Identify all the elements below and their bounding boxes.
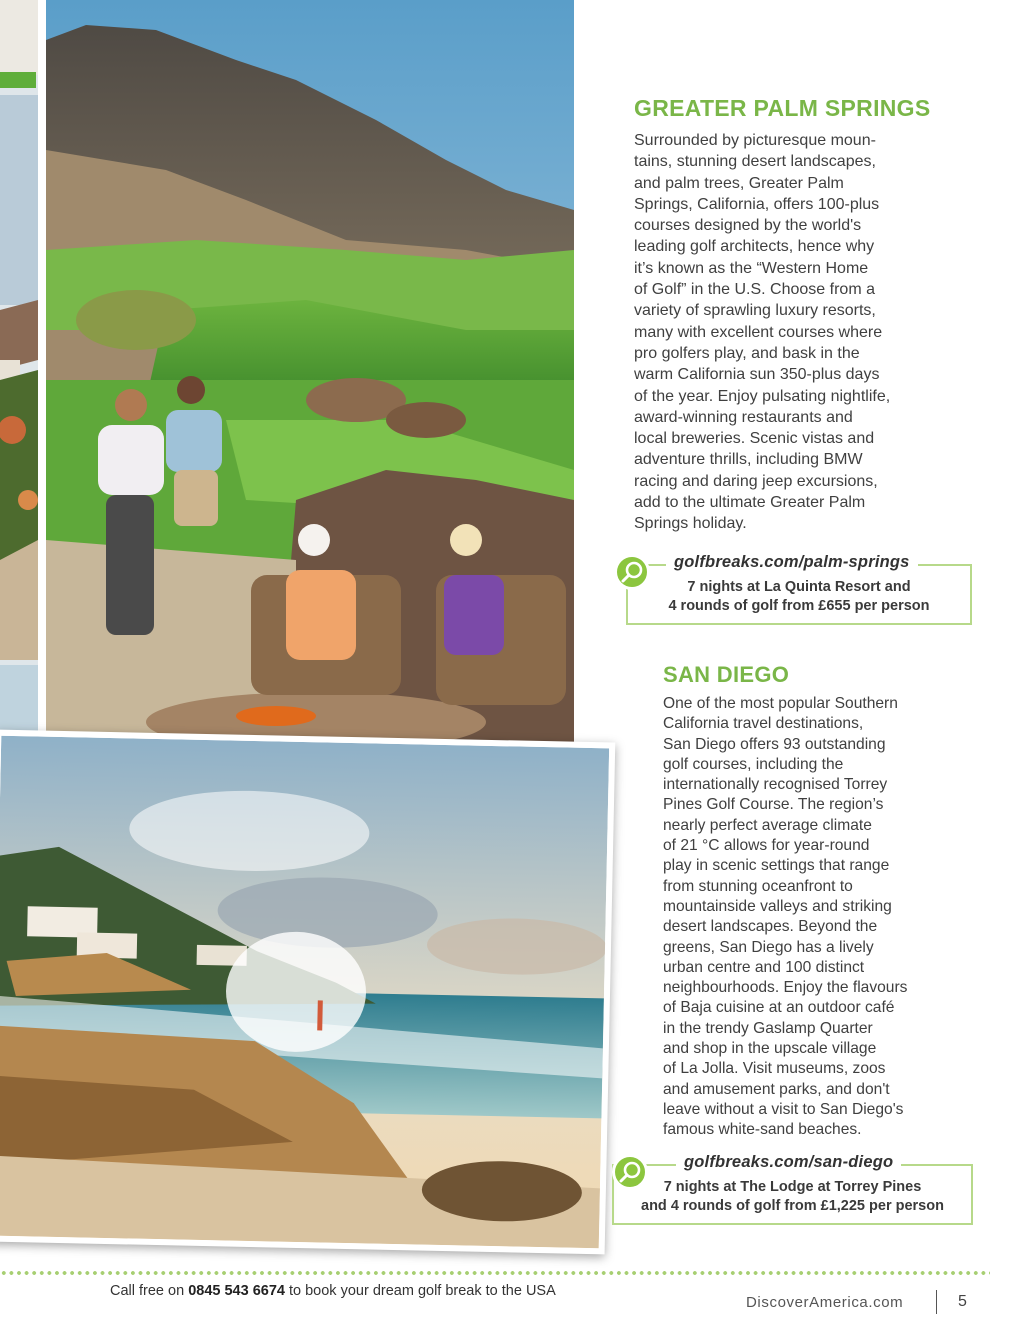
golf-course-photo: [46, 0, 574, 742]
san-diego-heading: SAN DIEGO: [663, 662, 790, 687]
palm-springs-article: [634, 95, 934, 535]
palm-springs-heading: GREATER PALM SPRINGS: [634, 95, 931, 121]
san-diego-offer-link[interactable]: golfbreaks.com/san-diego: [676, 1153, 901, 1172]
palm-springs-offer-link[interactable]: golfbreaks.com/palm-springs: [666, 553, 918, 572]
san-diego-beach-photo: [0, 730, 615, 1255]
left-edge-photo: [0, 0, 38, 740]
san-diego-offer-deal: 7 nights at The Lodge at Torrey Pines and 4 rounds of golf from £1,225 per person: [641, 1179, 944, 1214]
san-diego-body: One of the most popular Southern California travel destinations, San Diego offers 93 outstanding golf courses, including the internationally recognised Torrey Pines Golf Course. The region’s nearly perfect average climate of 21 °C allows for year-round play in scenic settings that range from stunning oceanfront to mountainside valleys and striking desert landscapes. Beyond the greens, San Diego has a lively urban centre and 100 distinct neighbourhoods. Enjoy the flavours of Baja cuisine at an outdoor café in the trendy Gaslamp Quarter and shop in the upscale village of La Jolla. Visit museums, zoos and amusement parks, and don't leave without a visit to San Diego's famous white-sand beaches.: [663, 695, 908, 1139]
footer-call-line: [110, 1283, 556, 1299]
san-diego-offer-box: [612, 1153, 973, 1225]
palm-springs-body: Surrounded by picturesque moun- tains, stunning desert landscapes, and palm trees, Greater Palm Springs, California, offers 100-plus courses designed by the world's leading golf architects, hence why it’s known as the “Western Home of Golf” in the U.S. Choose from a variety of sprawling luxury resorts, many with excellent courses where pro golfers play, and bask in the warm California sun 350-plus days of the year. Enjoy pulsating nightlife, award-winning restaurants and local breweries. Scenic vistas and adventure thrills, including BMW racing and daring jeep excursions, add to the ultimate Greater Palm Springs holiday.: [634, 132, 891, 533]
call-suffix: to book your dream golf break to the USA: [288, 1283, 556, 1299]
palm-springs-offer-box: [626, 553, 972, 625]
page-number: 5: [958, 1293, 967, 1310]
footer-dotted-rule: [0, 1270, 990, 1276]
palm-springs-offer-deal: 7 nights at La Quinta Resort and 4 rounds of golf from £655 per person: [668, 579, 930, 614]
footer-site[interactable]: DiscoverAmerica.com: [746, 1294, 904, 1311]
call-prefix: Call free on: [110, 1283, 185, 1299]
footer-divider: [936, 1290, 937, 1314]
phone-number[interactable]: 0845 543 6674: [188, 1283, 285, 1299]
san-diego-article: [663, 662, 953, 1141]
